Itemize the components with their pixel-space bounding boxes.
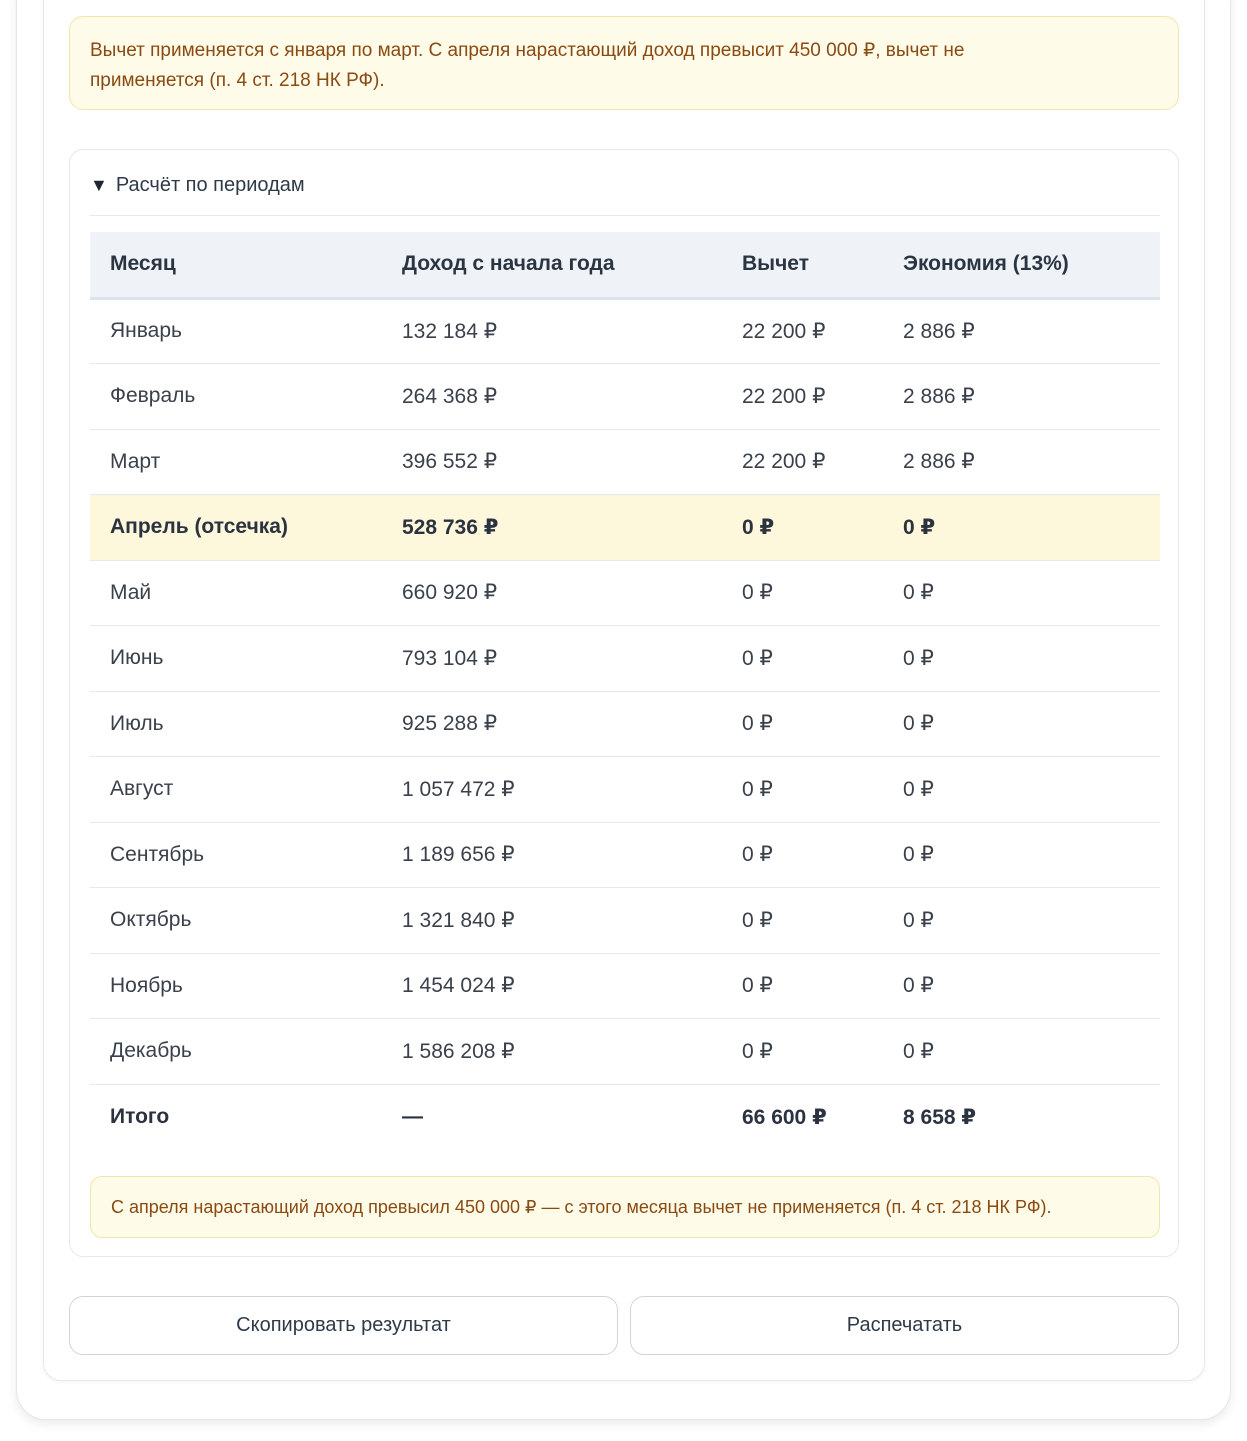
cell-month: Февраль [90, 364, 382, 430]
cutoff-note-alert [90, 1176, 1160, 1238]
total-income: — [402, 1105, 423, 1128]
cell-income: 1 586 208 ₽ [382, 1019, 722, 1085]
cell-income: 1 057 472 ₽ [382, 757, 722, 823]
cell-deduction: 0 ₽ [722, 626, 883, 692]
cell-month: Июнь [90, 626, 382, 692]
deduction-warning-alert [69, 16, 1179, 110]
total-savings: 8 658 ₽ [903, 1105, 976, 1129]
table-row [90, 822, 1160, 888]
cell-savings: 0 ₽ [883, 560, 1160, 626]
cell-savings: 0 ₽ [883, 495, 1160, 561]
table-row [90, 953, 1160, 1019]
table-row [90, 1019, 1160, 1085]
cell-savings: 2 886 ₽ [883, 364, 1160, 430]
total-label: Итого [110, 1105, 170, 1128]
table-row [90, 364, 1160, 430]
cell-month: Март [90, 429, 382, 495]
cell-savings: 0 ₽ [883, 691, 1160, 757]
copy-result-button[interactable]: Скопировать результат [69, 1296, 618, 1355]
cell-month: Октябрь [90, 888, 382, 954]
cell-month: Май [90, 560, 382, 626]
cell-savings: 2 886 ₽ [883, 429, 1160, 495]
cell-deduction: 0 ₽ [722, 953, 883, 1019]
cell-deduction: 22 200 ₽ [722, 364, 883, 430]
cell-month: Декабрь [90, 1019, 382, 1085]
cell-income: 793 104 ₽ [382, 626, 722, 692]
total-deduction: 66 600 ₽ [742, 1105, 827, 1129]
cell-savings: 2 886 ₽ [883, 298, 1160, 364]
alert-text-line-1: Вычет применяется с января по март. С апреля нарастающий доход превысит 450 000 ₽, вычет не [90, 40, 965, 61]
alert-text-line-2: применяется (п. 4 ст. 218 НК РФ). [90, 70, 385, 91]
column-header-month: Месяц [90, 232, 382, 298]
cell-deduction: 0 ₽ [722, 560, 883, 626]
cell-income: 1 189 656 ₽ [382, 822, 722, 888]
table-header-row [90, 232, 1160, 298]
print-button[interactable]: Распечатать [630, 1296, 1179, 1355]
periods-table [90, 232, 1160, 1150]
cell-month: Июль [90, 691, 382, 757]
cell-month: Апрель (отсечка) [90, 495, 382, 561]
table-row [90, 888, 1160, 954]
cell-month: Сентябрь [90, 822, 382, 888]
cell-savings: 0 ₽ [883, 757, 1160, 823]
table-row [90, 757, 1160, 823]
cell-savings: 0 ₽ [883, 1019, 1160, 1085]
column-header-income: Доход с начала года [382, 232, 722, 298]
table-total-row [90, 1084, 1160, 1150]
cell-savings: 0 ₽ [883, 822, 1160, 888]
cell-income: 1 454 024 ₽ [382, 953, 722, 1019]
cell-month: Август [90, 757, 382, 823]
cell-deduction: 0 ₽ [722, 757, 883, 823]
cell-month: Ноябрь [90, 953, 382, 1019]
table-row [90, 691, 1160, 757]
table-row [90, 626, 1160, 692]
cell-deduction: 22 200 ₽ [722, 429, 883, 495]
cell-income: 264 368 ₽ [382, 364, 722, 430]
cell-income: 1 321 840 ₽ [382, 888, 722, 954]
cell-savings: 0 ₽ [883, 626, 1160, 692]
cell-deduction: 0 ₽ [722, 822, 883, 888]
cell-income: 925 288 ₽ [382, 691, 722, 757]
cell-deduction: 0 ₽ [722, 691, 883, 757]
table-row [90, 495, 1160, 561]
table-row [90, 429, 1160, 495]
cell-deduction: 0 ₽ [722, 495, 883, 561]
cell-deduction: 22 200 ₽ [722, 298, 883, 364]
periods-summary-label: Расчёт по периодам [115, 174, 305, 196]
table-row [90, 560, 1160, 626]
cell-savings: 0 ₽ [883, 888, 1160, 954]
column-header-deduction: Вычет [722, 232, 883, 298]
cell-savings: 0 ₽ [883, 953, 1160, 1019]
cutoff-note-text: С апреля нарастающий доход превысил 450 000 ₽ — с этого месяца вычет не применяется (п. 4 ст. 218 НК РФ). [111, 1196, 1052, 1217]
cell-month: Январь [90, 298, 382, 364]
cell-income: 660 920 ₽ [382, 560, 722, 626]
periods-summary-toggle[interactable] [90, 170, 1160, 216]
periods-details [69, 149, 1179, 1257]
table-row [90, 298, 1160, 364]
cell-income: 132 184 ₽ [382, 298, 722, 364]
triangle-down-icon: ▼ [90, 175, 108, 195]
cell-deduction: 0 ₽ [722, 888, 883, 954]
cell-income: 396 552 ₽ [382, 429, 722, 495]
column-header-savings: Экономия (13%) [883, 232, 1160, 298]
cell-income: 528 736 ₽ [382, 495, 722, 561]
cell-deduction: 0 ₽ [722, 1019, 883, 1085]
